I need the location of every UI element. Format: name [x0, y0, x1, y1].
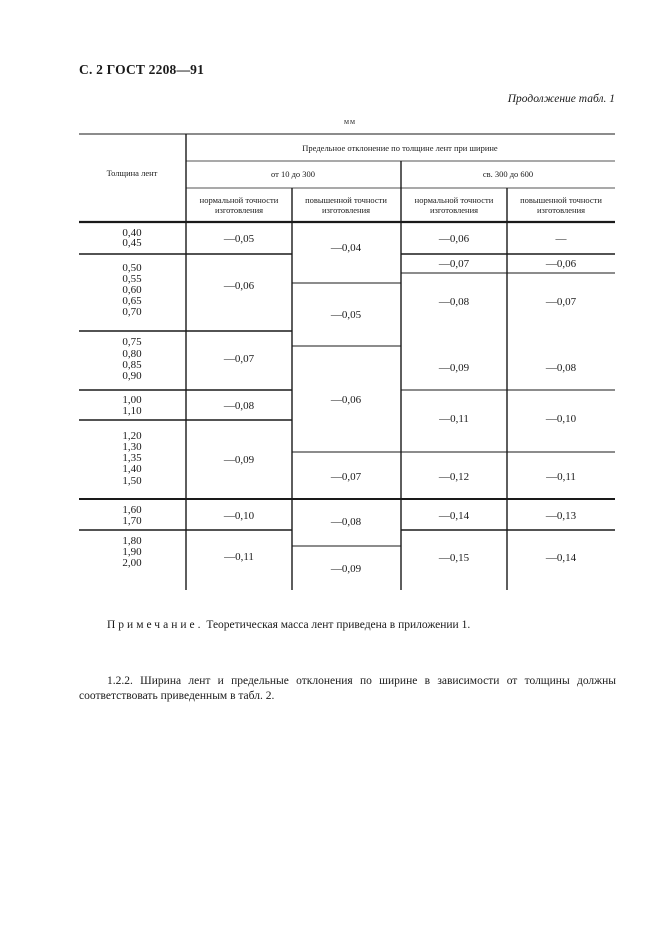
- deviation-a-normal: —0,09: [223, 454, 255, 466]
- deviation-a-normal: —0,07: [223, 353, 255, 365]
- thickness-value: 0,75: [122, 336, 142, 348]
- deviation-a-high: —0,05: [330, 309, 362, 321]
- deviation-b-high: —0,14: [545, 552, 577, 564]
- deviation-b-normal: —0,08: [438, 296, 470, 308]
- column-group-header: Предельное отклонение по толщине лент при ширине: [302, 143, 498, 153]
- deviation-a-normal: —0,11: [224, 551, 254, 563]
- table-unit: мм: [343, 117, 357, 126]
- note-label: Примечание.: [107, 619, 204, 631]
- deviation-b-high: —: [555, 233, 567, 245]
- deviation-a-high: —0,08: [330, 516, 362, 528]
- width-range-b: св. 300 до 600: [482, 169, 534, 179]
- header-normal-b-line2: изготовления: [429, 205, 479, 215]
- thickness-value: 1,30: [122, 441, 142, 453]
- thickness-value: 1,35: [122, 452, 142, 464]
- thickness-value: 1,70: [122, 515, 142, 527]
- deviation-b-normal: —0,12: [438, 471, 470, 483]
- deviation-a-normal: —0,08: [223, 400, 255, 412]
- table-note: [107, 619, 470, 631]
- deviation-b-normal: —0,11: [439, 413, 469, 425]
- deviation-b-normal: —0,14: [438, 510, 470, 522]
- deviation-b-high: —0,10: [545, 413, 577, 425]
- thickness-value: 0,65: [122, 295, 142, 307]
- thickness-value: 0,45: [122, 237, 142, 249]
- body-paragraph: 1.2.2. Ширина лент и предельные отклонения по ширине в зависимости от толщины должны соответствовать приведенным в табл. 2.: [79, 675, 616, 702]
- deviation-b-normal: —0,07: [438, 258, 470, 270]
- header-high-b-line2: изготовления: [536, 205, 586, 215]
- table-continuation-label: Продолжение табл. 1: [507, 93, 615, 105]
- deviation-a-high: —0,09: [330, 563, 362, 575]
- thickness-value: 1,00: [122, 394, 142, 406]
- thickness-value: 0,50: [122, 262, 142, 274]
- thickness-value: 1,40: [122, 463, 142, 475]
- thickness-value: 0,70: [122, 306, 142, 318]
- deviation-a-normal: —0,06: [223, 280, 255, 292]
- deviation-b-normal: —0,06: [438, 233, 470, 245]
- thickness-value: 1,10: [122, 405, 142, 417]
- thickness-value: 1,60: [122, 504, 142, 516]
- thickness-value: 1,50: [122, 475, 142, 487]
- thickness-value: 0,60: [122, 284, 142, 296]
- thickness-value: 2,00: [122, 557, 142, 569]
- deviation-b-high: —0,06: [545, 258, 577, 270]
- thickness-value: 0,40: [122, 227, 142, 239]
- deviation-a-normal: —0,05: [223, 233, 255, 245]
- deviation-b-high: —0,11: [546, 471, 576, 483]
- header-normal-b-line1: нормальной точности: [414, 195, 494, 205]
- deviation-b-high: —0,07: [545, 296, 577, 308]
- deviation-b-normal: —0,15: [438, 552, 470, 564]
- note-text: Теоретическая масса лент приведена в приложении 1.: [206, 619, 471, 631]
- deviation-a-high: —0,04: [330, 242, 362, 254]
- header-normal-a-line1: нормальной точности: [199, 195, 279, 205]
- thickness-value: 0,80: [122, 348, 142, 360]
- thickness-header: Толщина лент: [106, 168, 158, 178]
- deviation-b-high: —0,13: [545, 510, 577, 522]
- header-high-a-line2: изготовления: [321, 205, 371, 215]
- header-high-b-line1: повышенной точности: [520, 195, 602, 205]
- deviation-b-high: —0,08: [545, 362, 577, 374]
- thickness-value: 1,80: [122, 535, 142, 547]
- deviation-a-high: —0,06: [330, 394, 362, 406]
- page-title: С. 2 ГОСТ 2208—91: [79, 62, 205, 77]
- thickness-value: 0,85: [122, 359, 142, 371]
- deviation-a-normal: —0,10: [223, 510, 255, 522]
- thickness-value: 1,90: [122, 546, 142, 558]
- thickness-value: 1,20: [122, 430, 142, 442]
- thickness-value: 0,55: [122, 273, 142, 285]
- thickness-value: 0,90: [122, 370, 142, 382]
- header-high-a-line1: повышенной точности: [305, 195, 387, 205]
- width-range-a: от 10 до 300: [270, 169, 316, 179]
- header-normal-a-line2: изготовления: [214, 205, 264, 215]
- deviation-b-normal: —0,09: [438, 362, 470, 374]
- deviation-a-high: —0,07: [330, 471, 362, 483]
